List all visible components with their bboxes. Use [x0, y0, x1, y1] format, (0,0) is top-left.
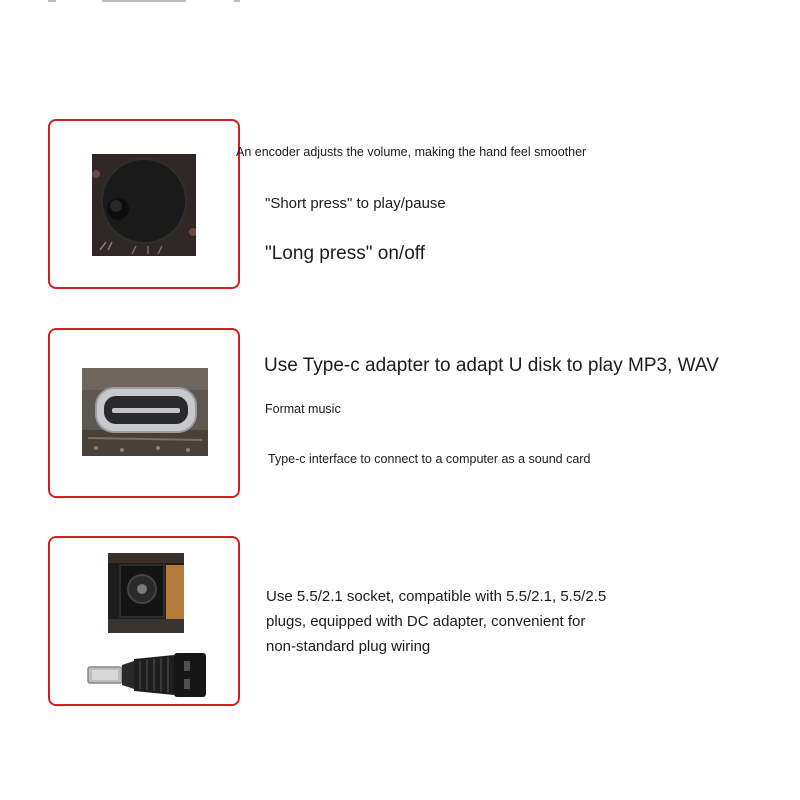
- encoder-caption: An encoder adjusts the volume, making the hand feel smoother: [236, 145, 587, 159]
- typec-port-icon: [82, 368, 208, 456]
- typec-headline: Use Type-c adapter to adapt U disk to play MP3, WAV: [264, 355, 719, 376]
- typec-sound-card-text: Type-c interface to connect to a computer as a sound card: [268, 452, 591, 466]
- long-press-text: "Long press" on/off: [265, 243, 425, 264]
- top-divider-fragment: [48, 0, 240, 3]
- dc-socket-line1: Use 5.5/2.1 socket, compatible with 5.5/2.1, 5.5/2.5: [266, 588, 607, 605]
- dc-socket-icon: [108, 553, 184, 633]
- dc-socket-line3: non-standard plug wiring: [266, 638, 431, 655]
- format-music-text: Format music: [265, 402, 341, 416]
- encoder-knob-icon: [92, 154, 196, 256]
- short-press-text: "Short press" to play/pause: [265, 195, 446, 212]
- dc-socket-line2: plugs, equipped with DC adapter, convenient for: [266, 613, 586, 630]
- dc-plug-icon: [84, 647, 210, 703]
